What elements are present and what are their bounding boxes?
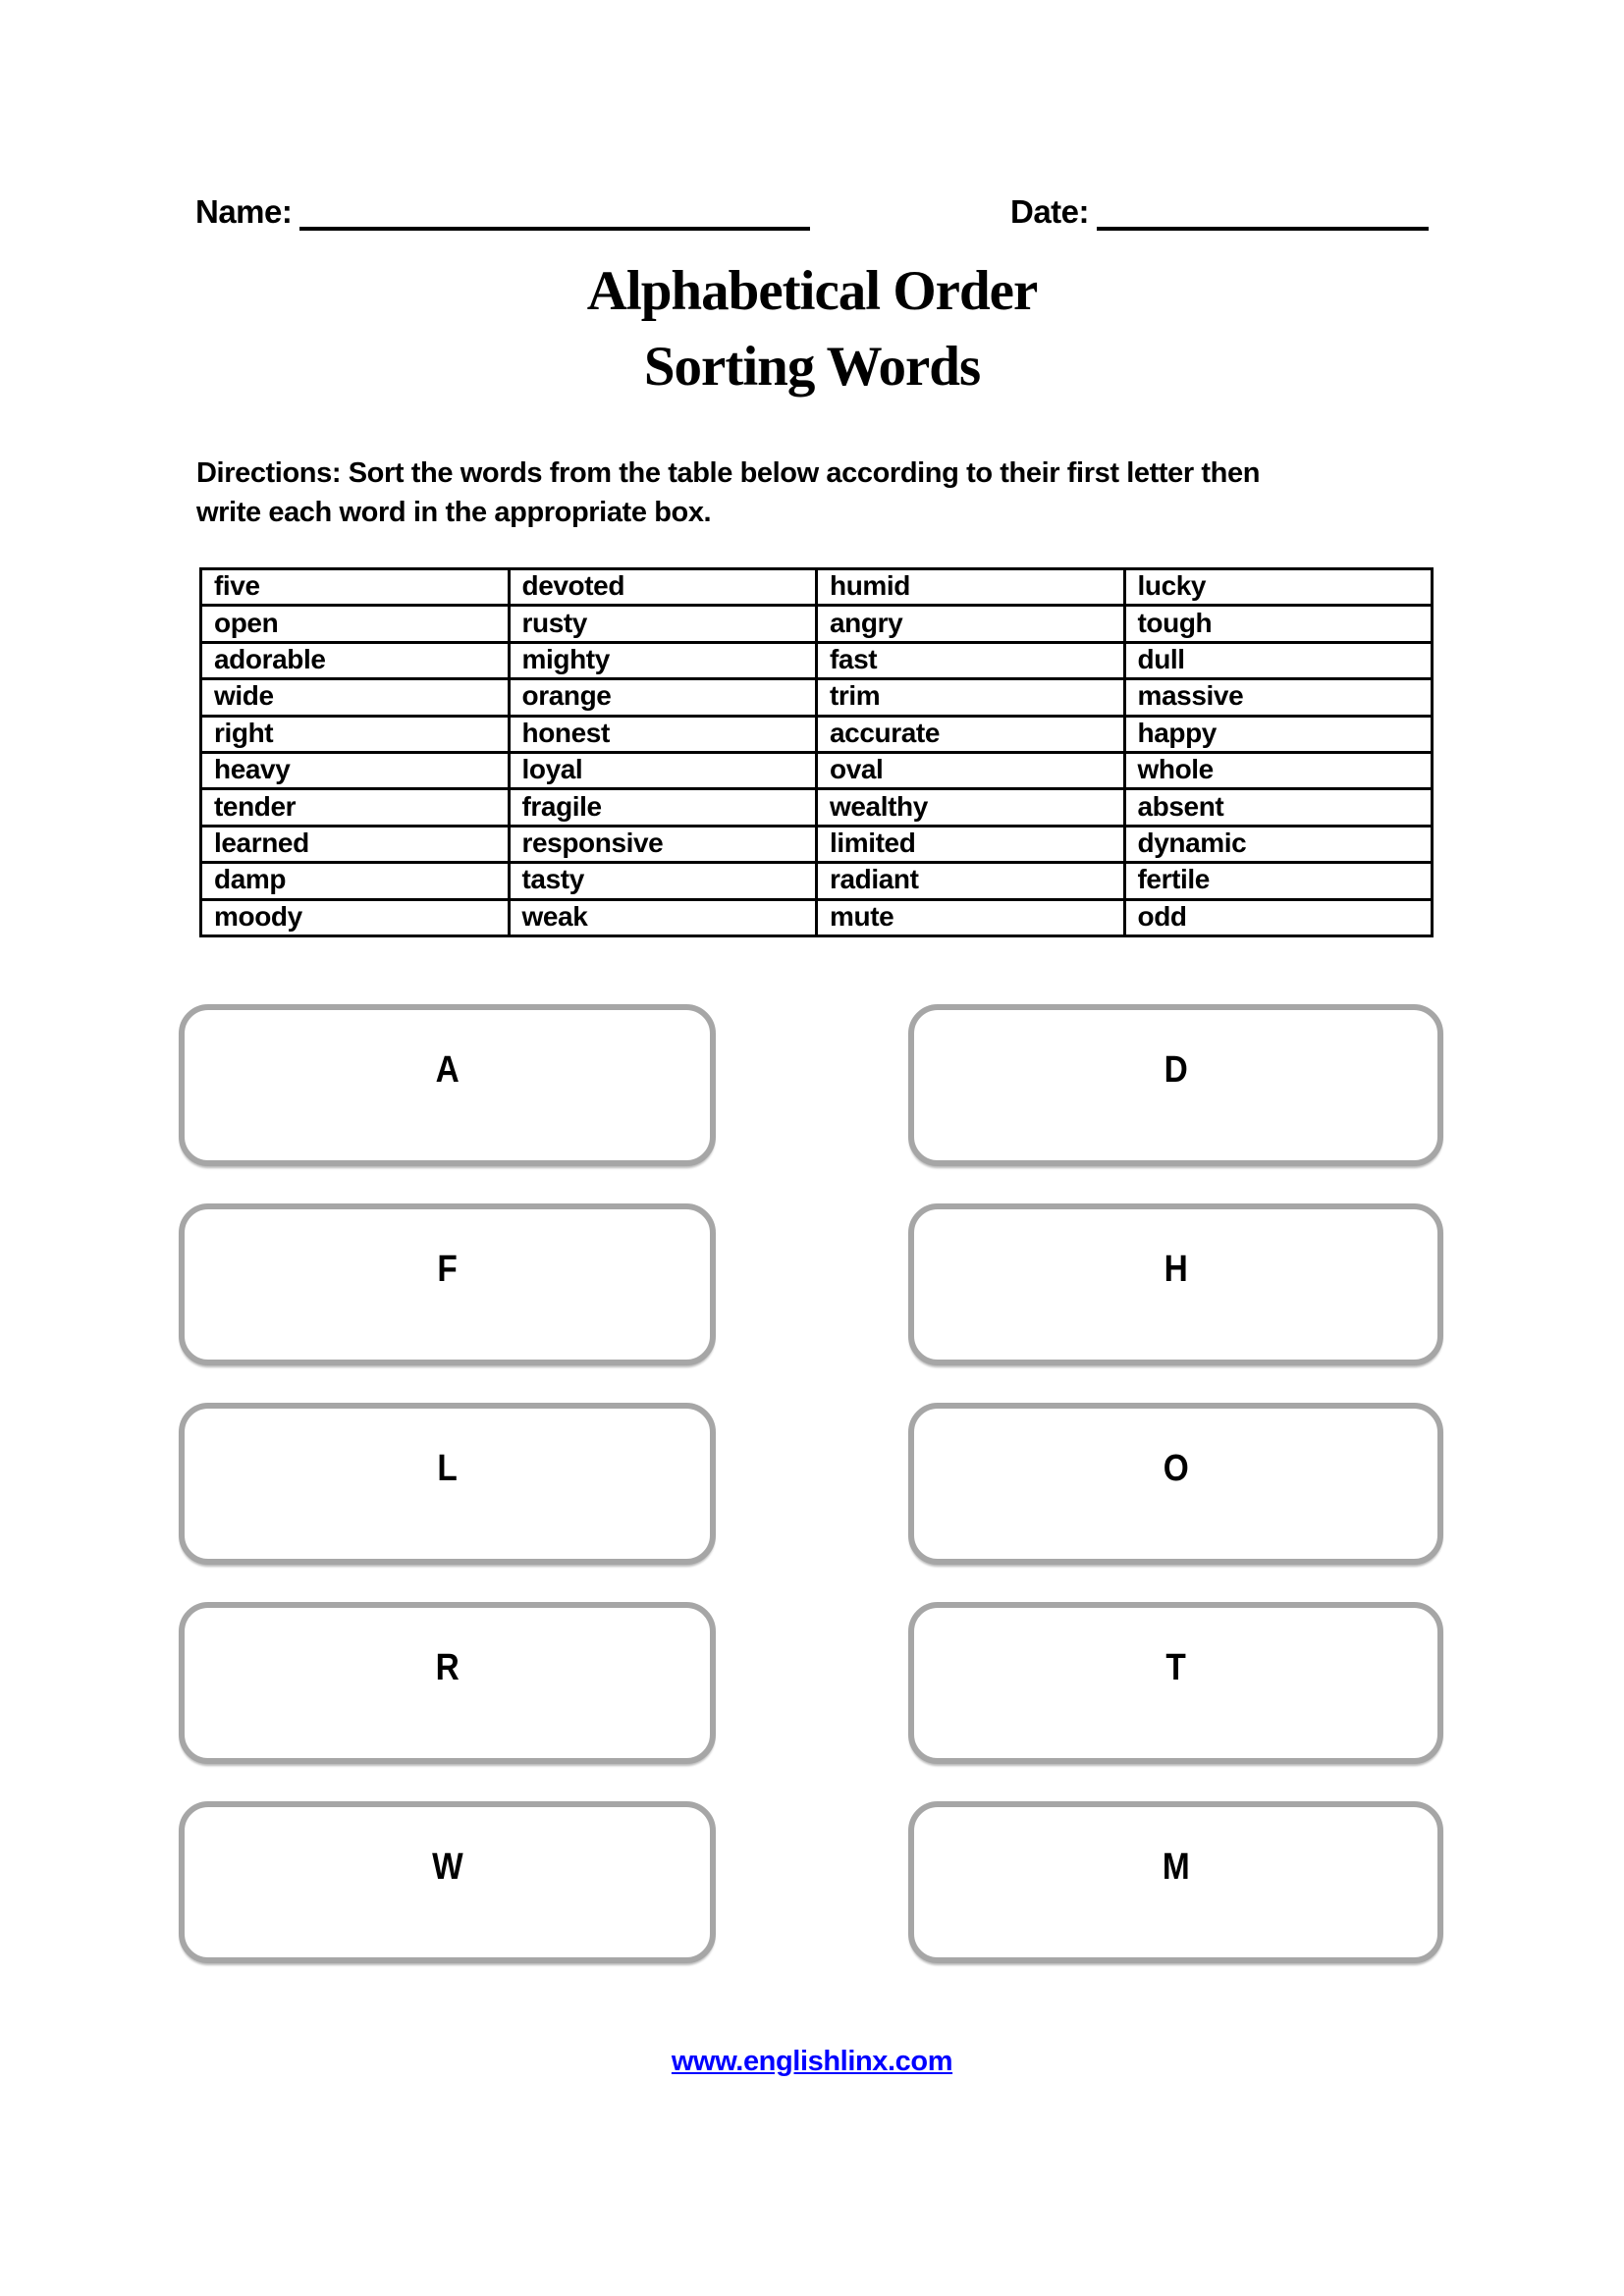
date-field [1010, 194, 1429, 231]
sorting-boxes-grid [179, 1004, 1443, 1963]
word-cell: loyal [509, 752, 817, 788]
word-cell: right [201, 716, 510, 752]
table-row [201, 899, 1433, 935]
word-cell: humid [817, 569, 1125, 606]
letter-sort-box[interactable] [908, 1004, 1443, 1166]
word-cell: fast [817, 642, 1125, 678]
letter-sort-box[interactable] [908, 1602, 1443, 1764]
word-cell: five [201, 569, 510, 606]
word-cell: happy [1124, 716, 1433, 752]
sort-box-letter: H [1164, 1249, 1188, 1290]
directions-line1: Directions: Sort the words from the table below according to their first letter then [196, 457, 1261, 489]
table-row [201, 752, 1433, 788]
name-label: Name: [195, 193, 293, 230]
word-cell: massive [1124, 679, 1433, 716]
word-table [199, 567, 1434, 937]
word-cell: wide [201, 679, 510, 716]
name-blank-line[interactable] [299, 194, 810, 231]
sort-box-letter: O [1163, 1448, 1189, 1489]
page-title-line2: Sorting Words [643, 336, 981, 398]
sort-box-letter: D [1164, 1049, 1188, 1091]
word-cell: limited [817, 826, 1125, 862]
word-cell: absent [1124, 789, 1433, 826]
word-cell: learned [201, 826, 510, 862]
sort-box-letter: L [437, 1448, 458, 1489]
sort-box-letter: W [431, 1846, 463, 1888]
sort-box-letter: A [435, 1049, 460, 1091]
table-row [201, 642, 1433, 678]
table-row [201, 826, 1433, 862]
word-cell: dull [1124, 642, 1433, 678]
word-cell: weak [509, 899, 817, 935]
letter-sort-box[interactable] [908, 1203, 1443, 1365]
word-cell: responsive [509, 826, 817, 862]
letter-sort-box[interactable] [179, 1602, 716, 1764]
date-blank-line[interactable] [1097, 194, 1429, 231]
word-cell: odd [1124, 899, 1433, 935]
word-cell: tough [1124, 606, 1433, 642]
directions-line2: write each word in the appropriate box. [196, 497, 712, 528]
word-cell: moody [201, 899, 510, 935]
letter-sort-box[interactable] [179, 1403, 716, 1565]
letter-sort-box[interactable] [179, 1004, 716, 1166]
word-cell: honest [509, 716, 817, 752]
word-cell: lucky [1124, 569, 1433, 606]
word-cell: tender [201, 789, 510, 826]
word-table-body [201, 569, 1433, 936]
table-row [201, 569, 1433, 606]
table-row [201, 789, 1433, 826]
table-row [201, 716, 1433, 752]
word-cell: dynamic [1124, 826, 1433, 862]
footer [0, 2046, 1624, 2078]
table-row [201, 863, 1433, 899]
word-cell: open [201, 606, 510, 642]
sort-box-letter: R [435, 1647, 460, 1688]
word-cell: devoted [509, 569, 817, 606]
englishlinx-link[interactable]: www.englishlinx.com [671, 2046, 953, 2077]
sort-box-letter: T [1165, 1647, 1186, 1688]
sort-box-letter: F [437, 1249, 458, 1290]
sort-box-letter: M [1162, 1846, 1190, 1888]
directions-text [196, 454, 1502, 532]
table-row [201, 679, 1433, 716]
word-cell: fertile [1124, 863, 1433, 899]
letter-sort-box[interactable] [908, 1403, 1443, 1565]
page-title-line1: Alphabetical Order [586, 260, 1038, 322]
word-cell: oval [817, 752, 1125, 788]
table-row [201, 606, 1433, 642]
word-cell: trim [817, 679, 1125, 716]
word-cell: fragile [509, 789, 817, 826]
word-cell: accurate [817, 716, 1125, 752]
word-cell: rusty [509, 606, 817, 642]
word-cell: tasty [509, 863, 817, 899]
word-cell: wealthy [817, 789, 1125, 826]
letter-sort-box[interactable] [179, 1203, 716, 1365]
word-cell: mute [817, 899, 1125, 935]
word-cell: angry [817, 606, 1125, 642]
word-cell: orange [509, 679, 817, 716]
word-cell: mighty [509, 642, 817, 678]
letter-sort-box[interactable] [908, 1801, 1443, 1963]
word-cell: heavy [201, 752, 510, 788]
date-label: Date: [1010, 193, 1090, 230]
letter-sort-box[interactable] [179, 1801, 716, 1963]
word-cell: damp [201, 863, 510, 899]
word-cell: whole [1124, 752, 1433, 788]
page-title [0, 253, 1624, 404]
name-field [195, 194, 810, 231]
word-cell: adorable [201, 642, 510, 678]
word-cell: radiant [817, 863, 1125, 899]
